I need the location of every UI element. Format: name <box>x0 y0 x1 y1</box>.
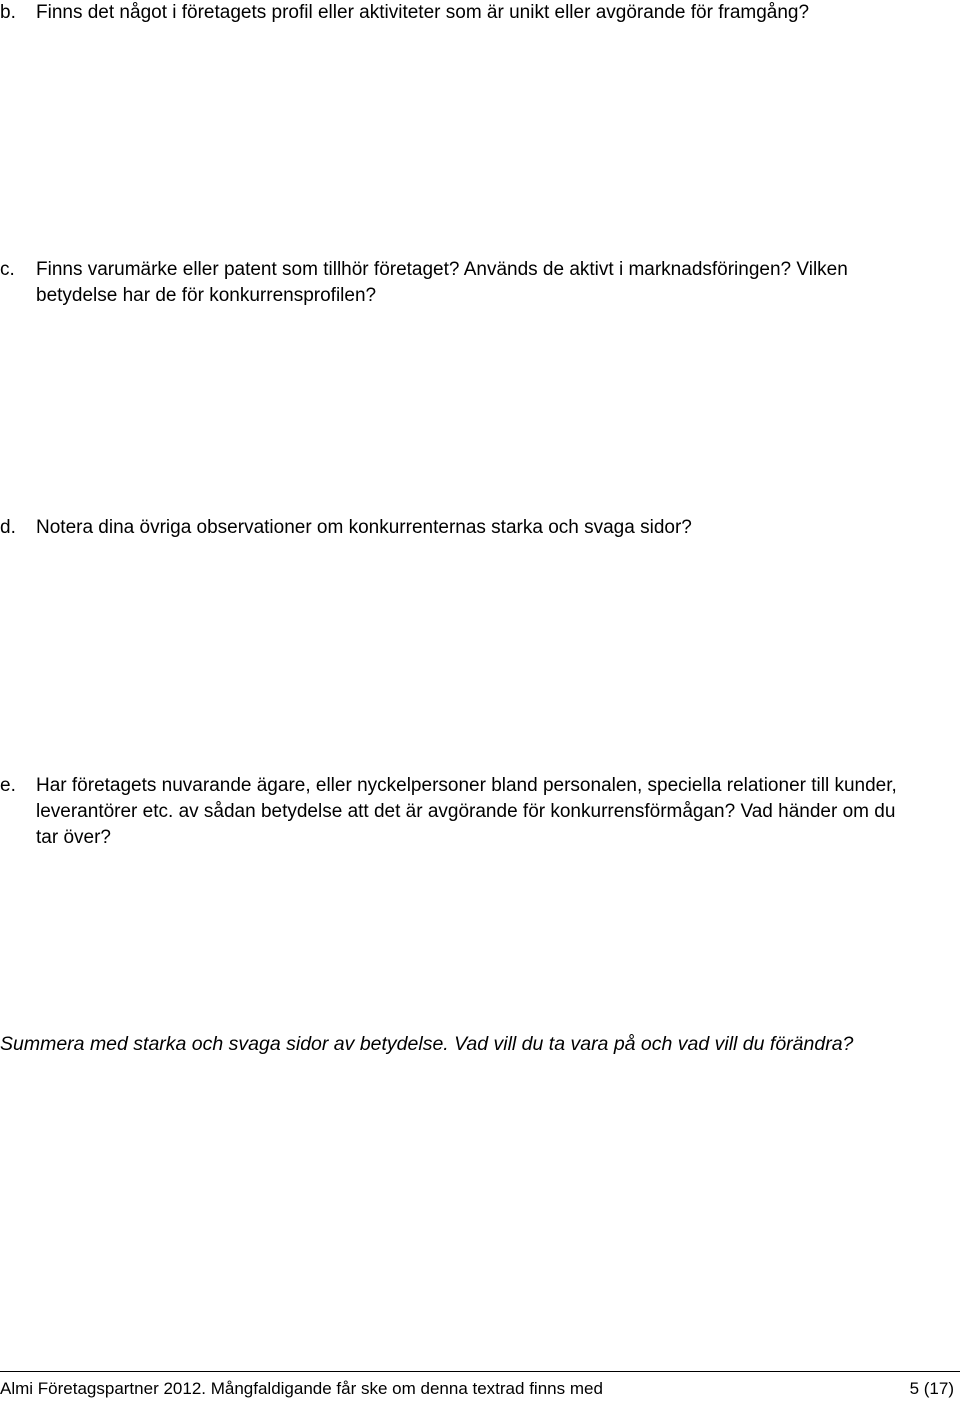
question-d-marker: d. <box>0 517 16 538</box>
page-number: 5 (17) <box>909 1379 954 1398</box>
question-b-text: Finns det något i företagets profil eller aktiviteter som är unikt eller avgörande för framgång? <box>36 2 810 23</box>
question-c-marker: c. <box>0 259 15 280</box>
footer-copyright: Almi Företagspartner 2012. Mångfaldigande får ske om denna textrad finns med <box>0 1379 603 1398</box>
question-e-marker: e. <box>0 775 16 796</box>
summary-prompt: Summera med starka och svaga sidor av betydelse. Vad vill du ta vara på och vad vill du förändra? <box>0 1033 854 1055</box>
footer-divider <box>0 1371 960 1372</box>
question-c-text: Finns varumärke eller patent som tillhör företaget? Används de aktivt i marknadsföringen? Vilken betydelse har de för konkurrensprofilen? <box>36 259 848 306</box>
question-c <box>0 257 960 309</box>
question-b <box>0 0 960 26</box>
question-e <box>0 773 960 851</box>
question-e-text: Har företagets nuvarande ägare, eller nyckelpersoner bland personalen, speciella relationer till kunder, leverantörer etc. av sådan betydelse att det är avgörande för konkurrensförmågan? Vad händer om du tar över? <box>36 775 897 848</box>
question-d-text: Notera dina övriga observationer om konkurrenternas starka och svaga sidor? <box>36 517 692 538</box>
question-b-marker: b. <box>0 2 16 23</box>
question-d <box>0 515 960 541</box>
